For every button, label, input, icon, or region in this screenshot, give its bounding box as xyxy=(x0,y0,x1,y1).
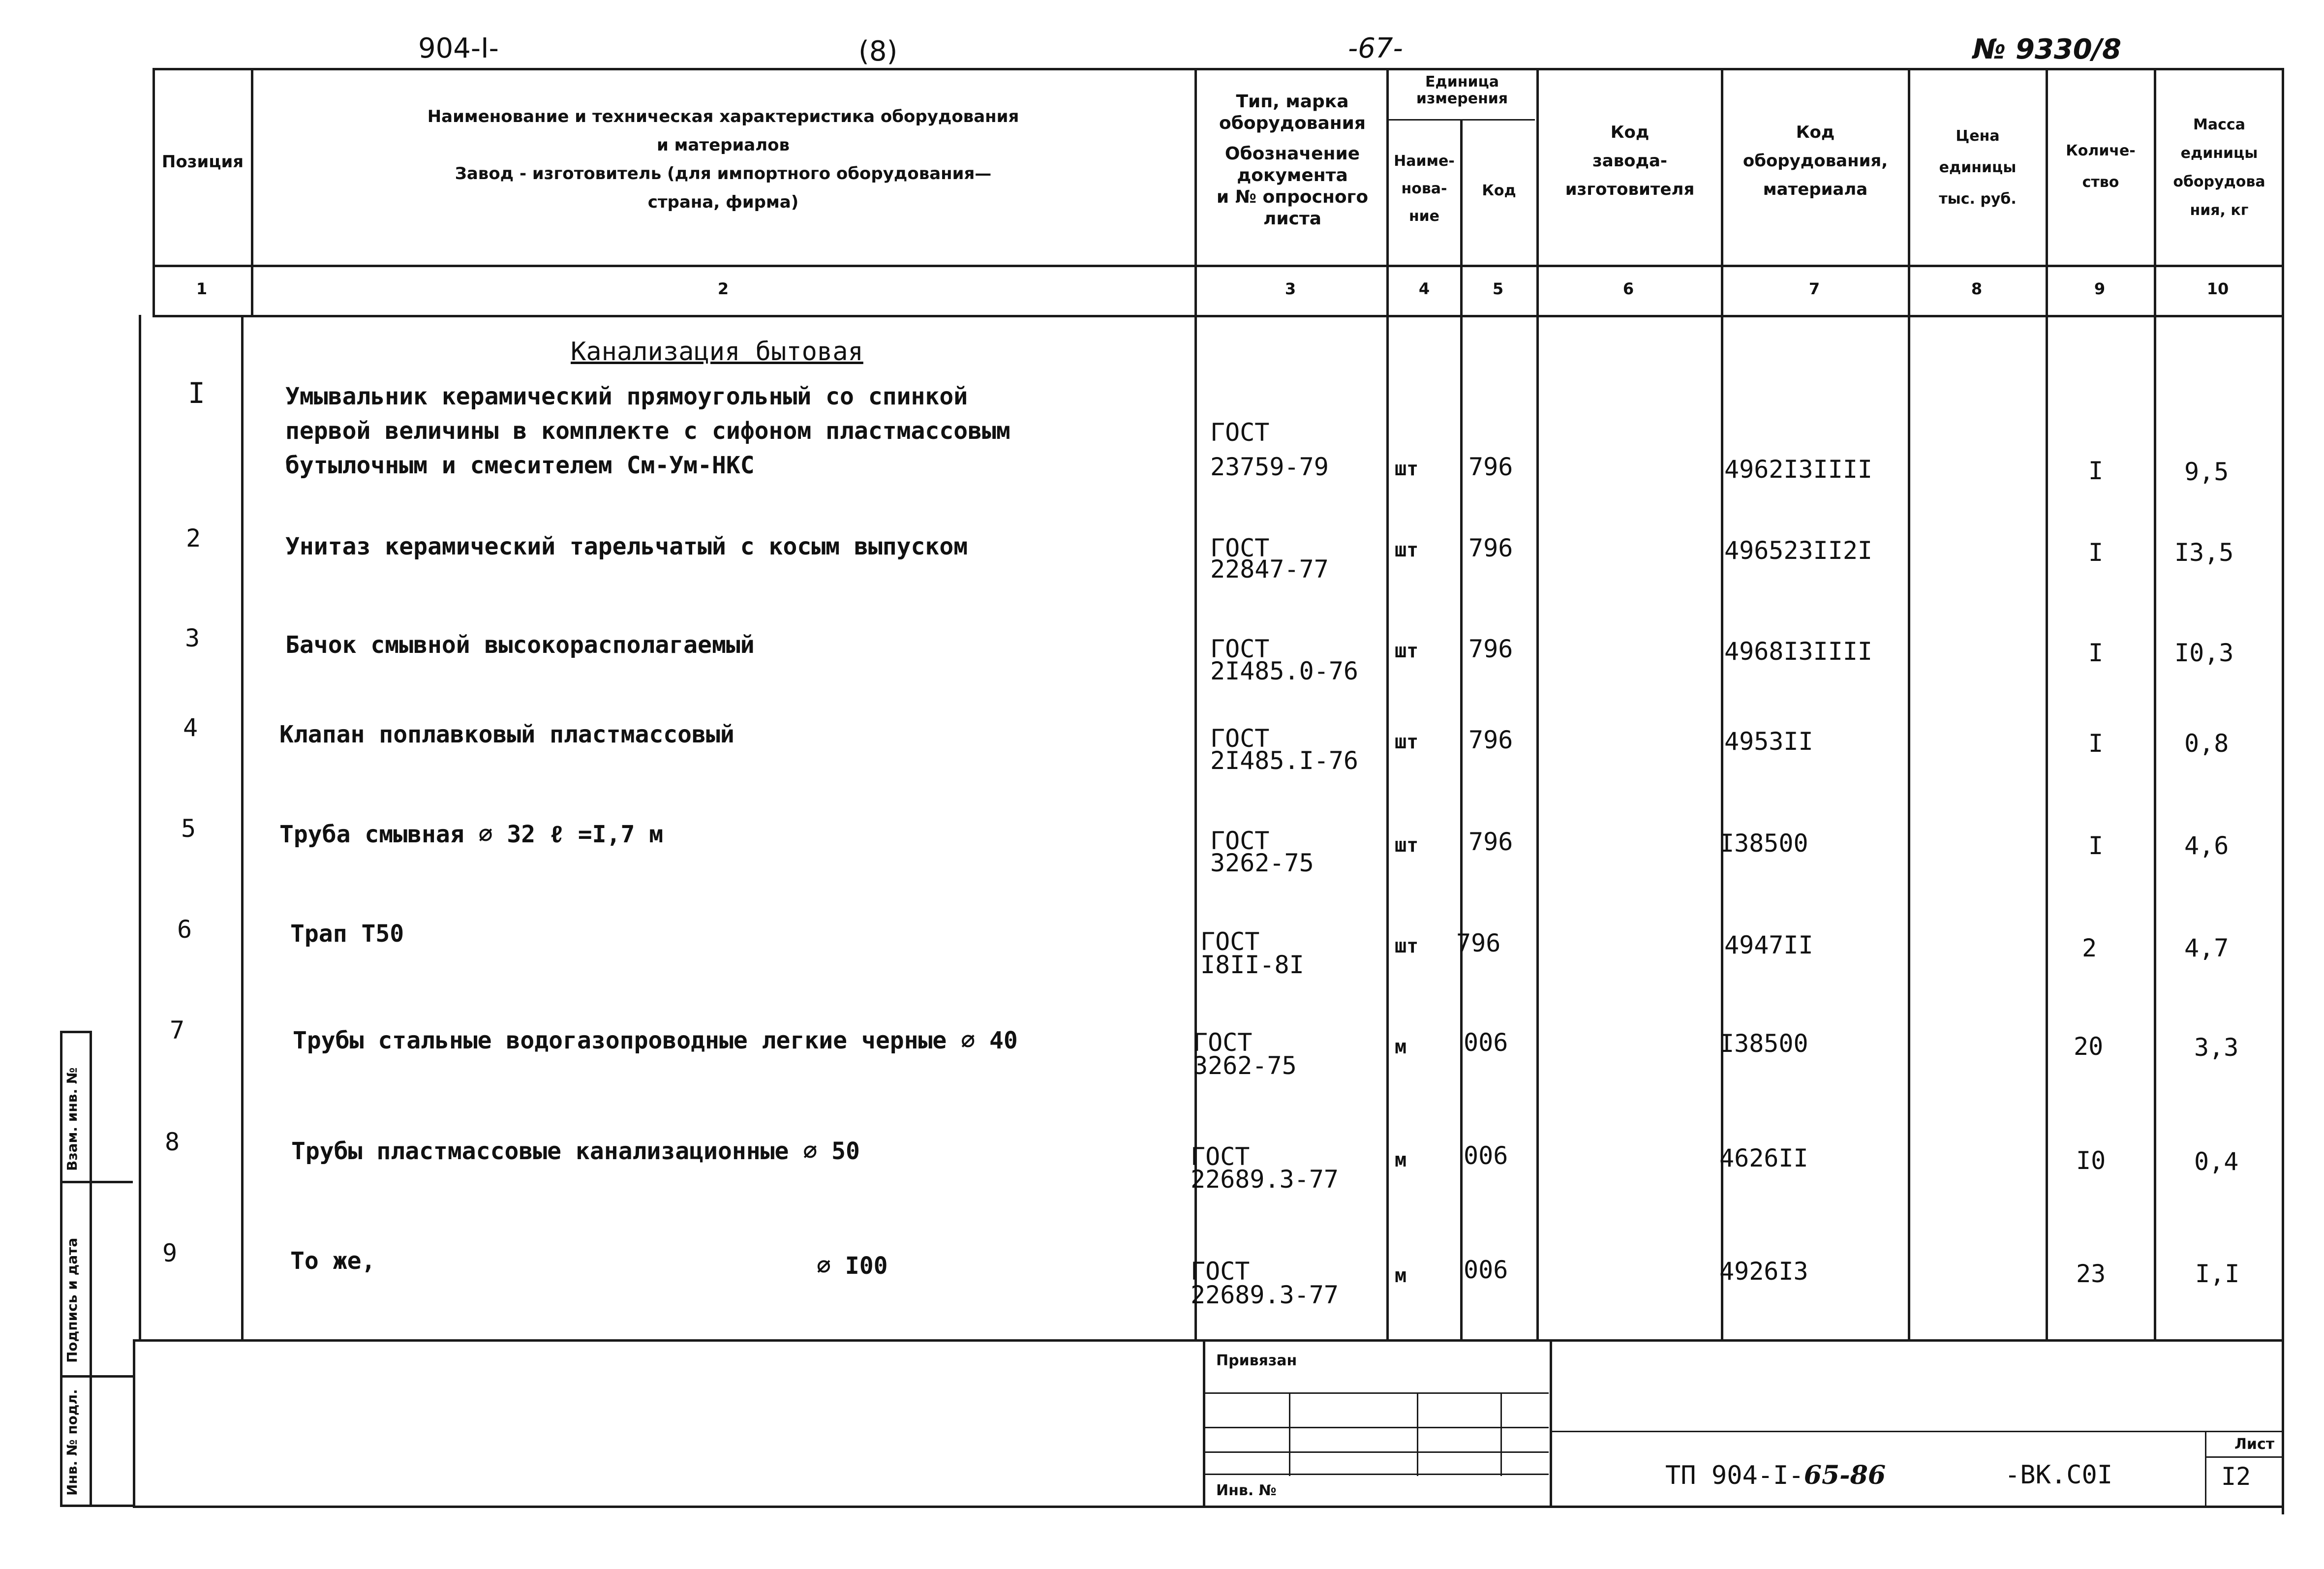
section-title: Канализация бытовая xyxy=(571,337,863,367)
signature-date-label: Подпись и дата xyxy=(64,1237,80,1363)
sheet-number: I2 xyxy=(2221,1462,2251,1491)
privyazan-label: Привязан xyxy=(1216,1352,1297,1369)
header-type: Тип, марка оборудования Обозначение документа и № опросного листа xyxy=(1216,92,1369,229)
row-name: Умывальник керамический прямоугольный со спинкой xyxy=(285,383,968,410)
row-doc: 23759-79 xyxy=(1210,453,1329,481)
row-code: 4962I3IIII xyxy=(1724,455,1873,484)
series-paren: (8) xyxy=(858,35,898,67)
row-unit: шт xyxy=(1395,935,1419,957)
inv-original-label: Инв. № подл. xyxy=(64,1389,80,1496)
row-mass: 9,5 xyxy=(2184,458,2229,486)
row-unit-code: 006 xyxy=(1464,1028,1508,1057)
row-qty: I0 xyxy=(2076,1146,2106,1175)
row-unit-code: 796 xyxy=(1468,726,1513,754)
row-unit: шт xyxy=(1395,640,1419,662)
row-qty: I xyxy=(2088,729,2104,758)
row-doc: ГОСТ xyxy=(1191,1257,1250,1286)
row-qty: I xyxy=(2088,639,2104,667)
row-doc: 22847-77 xyxy=(1210,555,1329,584)
row-mass: 4,6 xyxy=(2184,831,2229,860)
header-mass: Масса единицы оборудова ния, кг xyxy=(2173,116,2265,219)
inv-number-label: Инв. № xyxy=(1216,1482,1277,1499)
row-code: 4947II xyxy=(1724,931,1813,959)
row-unit-code: 796 xyxy=(1468,828,1513,856)
row-qty: I xyxy=(2088,538,2104,567)
row-position: 8 xyxy=(165,1128,180,1156)
row-name: Трубы пластмассовые канализационные ∅ 50 xyxy=(291,1138,860,1165)
row-mass: 0,8 xyxy=(2184,729,2229,758)
column-number: 5 xyxy=(1492,279,1504,298)
row-unit: м xyxy=(1395,1036,1407,1058)
header-unit-code: Код xyxy=(1482,182,1516,199)
row-doc: ГОСТ xyxy=(1200,927,1260,956)
row-position: 9 xyxy=(162,1239,178,1267)
column-number: 1 xyxy=(196,279,208,298)
row-mass: 3,3 xyxy=(2194,1033,2239,1062)
row-name: бутылочным и смесителем См-Ум-НКС xyxy=(285,452,755,479)
row-unit-code: 796 xyxy=(1468,635,1513,663)
row-name: ∅ I00 xyxy=(817,1252,888,1280)
row-position: 5 xyxy=(181,814,196,843)
row-doc: ГОСТ xyxy=(1191,1142,1250,1171)
row-position: 3 xyxy=(185,624,200,652)
row-code: 4926I3 xyxy=(1719,1257,1808,1286)
row-unit: шт xyxy=(1395,539,1419,561)
column-number: 7 xyxy=(1808,279,1820,298)
row-doc: ГОСТ xyxy=(1210,534,1270,562)
row-unit-code: 796 xyxy=(1456,929,1501,957)
row-qty: 2 xyxy=(2082,934,2097,962)
document-suffix: -ВК.С0I xyxy=(2005,1460,2113,1490)
row-name: Трубы стальные водогазопроводные легкие черные ∅ 40 xyxy=(293,1027,1018,1054)
row-unit: шт xyxy=(1395,834,1419,857)
header-plant-code: Код завода- изготовителя xyxy=(1565,123,1695,199)
row-mass: I,I xyxy=(2195,1260,2240,1288)
row-qty: 20 xyxy=(2074,1032,2104,1061)
row-code: I38500 xyxy=(1719,1029,1808,1058)
header-unit-name: Наиме- нова- ние xyxy=(1394,153,1455,225)
column-number: 4 xyxy=(1418,279,1430,298)
row-doc: 3262-75 xyxy=(1210,849,1314,877)
row-doc: 2I485.I-76 xyxy=(1210,746,1359,775)
document-designation: ТП 904-I-65-86 xyxy=(1665,1460,1886,1490)
row-doc: 22689.3-77 xyxy=(1191,1281,1339,1309)
row-doc: I8II-8I xyxy=(1200,951,1304,979)
row-unit-code: 006 xyxy=(1464,1256,1508,1284)
row-mass: 4,7 xyxy=(2184,934,2229,962)
header-equipment-code: Код оборудования, материала xyxy=(1743,123,1888,199)
row-name: То же, xyxy=(290,1247,376,1275)
row-code: I38500 xyxy=(1719,829,1808,858)
page-number: -67- xyxy=(1348,32,1403,64)
row-unit: шт xyxy=(1395,731,1419,753)
row-unit-code: 006 xyxy=(1464,1141,1508,1170)
row-name: Труба смывная ∅ 32 ℓ =I,7 м xyxy=(279,821,664,848)
row-doc: 22689.3-77 xyxy=(1191,1165,1339,1194)
row-qty: I xyxy=(2088,457,2104,485)
row-doc: ГОСТ xyxy=(1193,1028,1253,1057)
row-unit: м xyxy=(1395,1264,1407,1287)
header-name: Наименование и техническая характеристика оборудования и материалов Завод - изготовитель (для импортного оборудования— страна, фирма) xyxy=(427,107,1019,212)
header-price: Цена единицы тыс. руб. xyxy=(1939,127,2017,208)
row-mass: I0,3 xyxy=(2174,639,2234,667)
row-doc: ГОСТ xyxy=(1210,635,1270,663)
header-position: Позиция xyxy=(161,152,244,172)
row-name: Бачок смывной высокорасполагаемый xyxy=(285,631,755,659)
row-unit-code: 796 xyxy=(1468,453,1513,481)
row-doc: ГОСТ xyxy=(1210,827,1270,855)
row-unit: м xyxy=(1395,1149,1407,1171)
column-number: 3 xyxy=(1284,279,1296,298)
row-position: 7 xyxy=(170,1016,185,1045)
row-mass: I3,5 xyxy=(2174,538,2234,567)
column-number: 2 xyxy=(717,279,729,298)
row-doc: 2I485.0-76 xyxy=(1210,657,1359,685)
column-number: 6 xyxy=(1622,279,1634,298)
row-name: Клапан поплавковый пластмассовый xyxy=(279,721,734,748)
series-code: 904-I- xyxy=(418,32,499,64)
row-code: 4953II xyxy=(1724,727,1813,756)
row-unit: шт xyxy=(1395,458,1419,480)
row-code: 4968I3IIII xyxy=(1724,637,1873,666)
row-position: 2 xyxy=(186,524,201,553)
row-qty: I xyxy=(2088,831,2104,860)
row-qty: 23 xyxy=(2076,1260,2106,1288)
row-code: 4626II xyxy=(1719,1144,1808,1172)
row-mass: 0,4 xyxy=(2194,1147,2239,1176)
row-doc: ГОСТ xyxy=(1210,724,1270,753)
row-doc: ГОСТ xyxy=(1210,418,1270,447)
column-number: 9 xyxy=(2094,279,2106,298)
archive-number: № 9330/8 xyxy=(1973,33,2122,65)
row-code: 496523II2I xyxy=(1724,536,1873,565)
column-number: 8 xyxy=(1971,279,1983,298)
row-name: первой величины в комплекте с сифоном пластмассовым xyxy=(285,417,1010,445)
header-unit: Единица измерения xyxy=(1416,73,1508,107)
row-doc: 3262-75 xyxy=(1193,1051,1297,1080)
row-unit-code: 796 xyxy=(1468,534,1513,562)
row-position: 4 xyxy=(183,713,198,742)
vzam-inv-label: Взам. инв. № xyxy=(64,1067,80,1171)
row-name: Унитаз керамический тарельчатый с косым выпуском xyxy=(285,533,968,560)
column-number: 10 xyxy=(2206,279,2229,298)
header-quantity: Количе- ство xyxy=(2066,142,2136,191)
row-position: 6 xyxy=(177,915,192,944)
sheet-label: Лист xyxy=(2234,1436,2275,1453)
row-position: I xyxy=(188,376,205,410)
row-name: Трап Т50 xyxy=(290,920,404,948)
